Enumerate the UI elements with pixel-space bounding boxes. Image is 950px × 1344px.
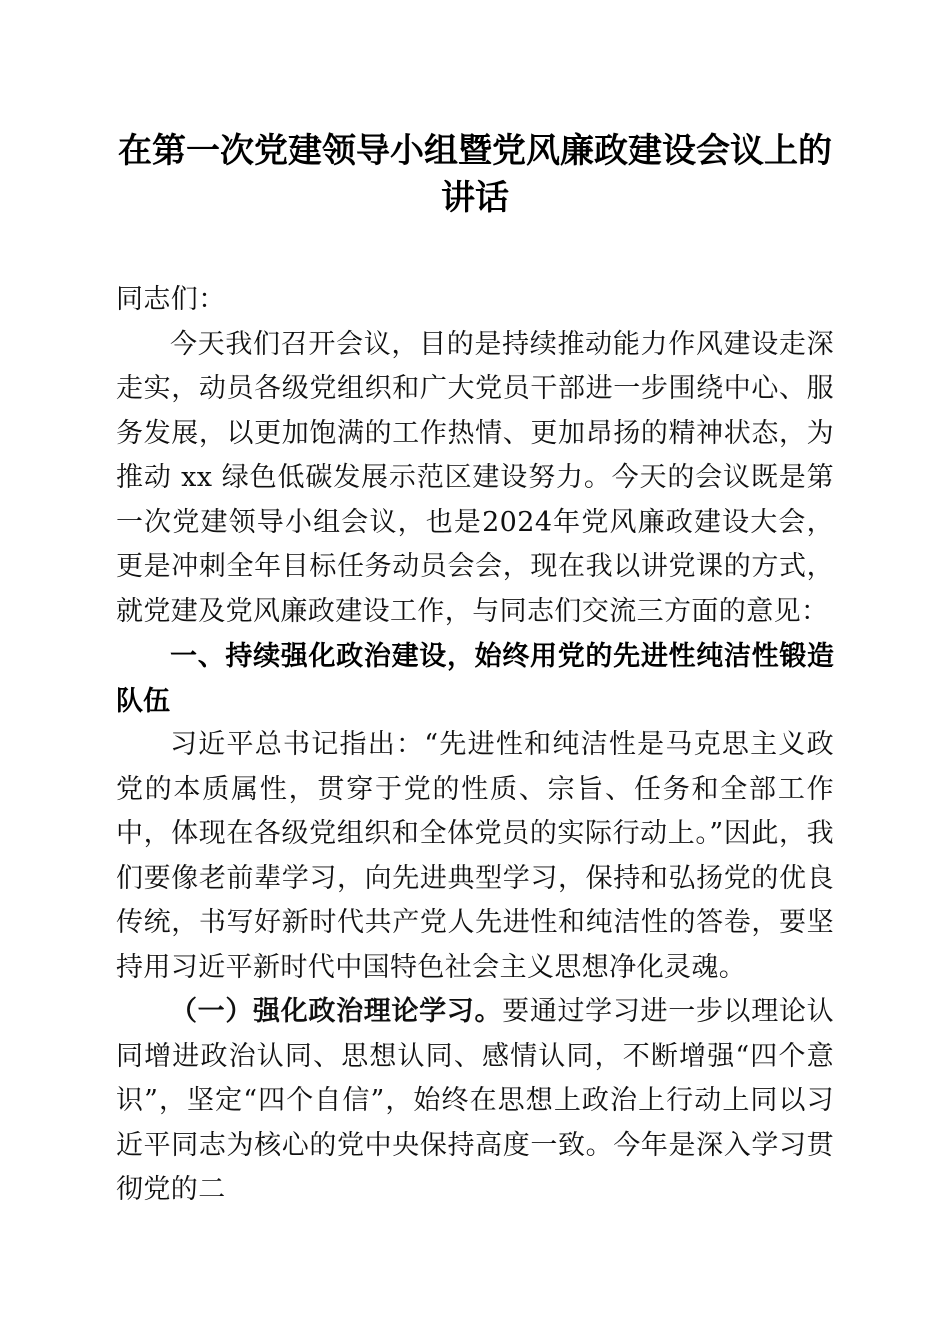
salutation-line: 同志们： — [116, 284, 226, 315]
subsection-body-1-1: 要通过学习进一步以理论认同增进政治认同、思想认同、感情认同，不断增强“四个意识”，坚定“四个自信”，始终在思想上政治上行动上同以习近平同志为核心的党中央保持高度一致。今年是深入学习贯彻党的二 — [116, 996, 834, 1205]
subsection-lead-1-1: （一）强化政治理论学习。 — [170, 996, 503, 1027]
page-title: 在第一次党建领导小组暨党风廉政建设会议上的讲话 — [118, 133, 832, 217]
document-content-column — [116, 0, 834, 1213]
paragraph-quote-xi: 习近平总书记指出：“先进性和纯洁性是马克思主义政党的本质属性，贯穿于党的性质、宗旨、任务和全部工作中，体现在各级党组织和全体党员的实际行动上。”因此，我们要像老前辈学习，向先进典型学习，保持和弘扬党的优良传统，书写好新时代共产党人先进性和纯洁性的答卷，要坚持用习近平新时代中国特色社会主义思想净化灵魂。 — [116, 729, 834, 983]
paragraph-intro: 今天我们召开会议，目的是持续推动能力作风建设走深走实，动员各级党组织和广大党员干部进一步围绕中心、服务发展，以更加饱满的工作热情、更加昂扬的精神状态，为推动 xx 绿色低碳发展示范区建设努力。今天的会议既是第一次党建领导小组会议，也是2024年党风廉政建设大会，更是冲刺全年目标任务动员会会，现在我以讲党课的方式，就党建及党风廉政建设工作，与同志们交流三方面的意见： — [116, 328, 834, 627]
paragraph-section-1-1 — [116, 990, 834, 1213]
section-heading-1: 一、持续强化政治建设，始终用党的先进性纯洁性锻造队伍 — [116, 641, 834, 716]
